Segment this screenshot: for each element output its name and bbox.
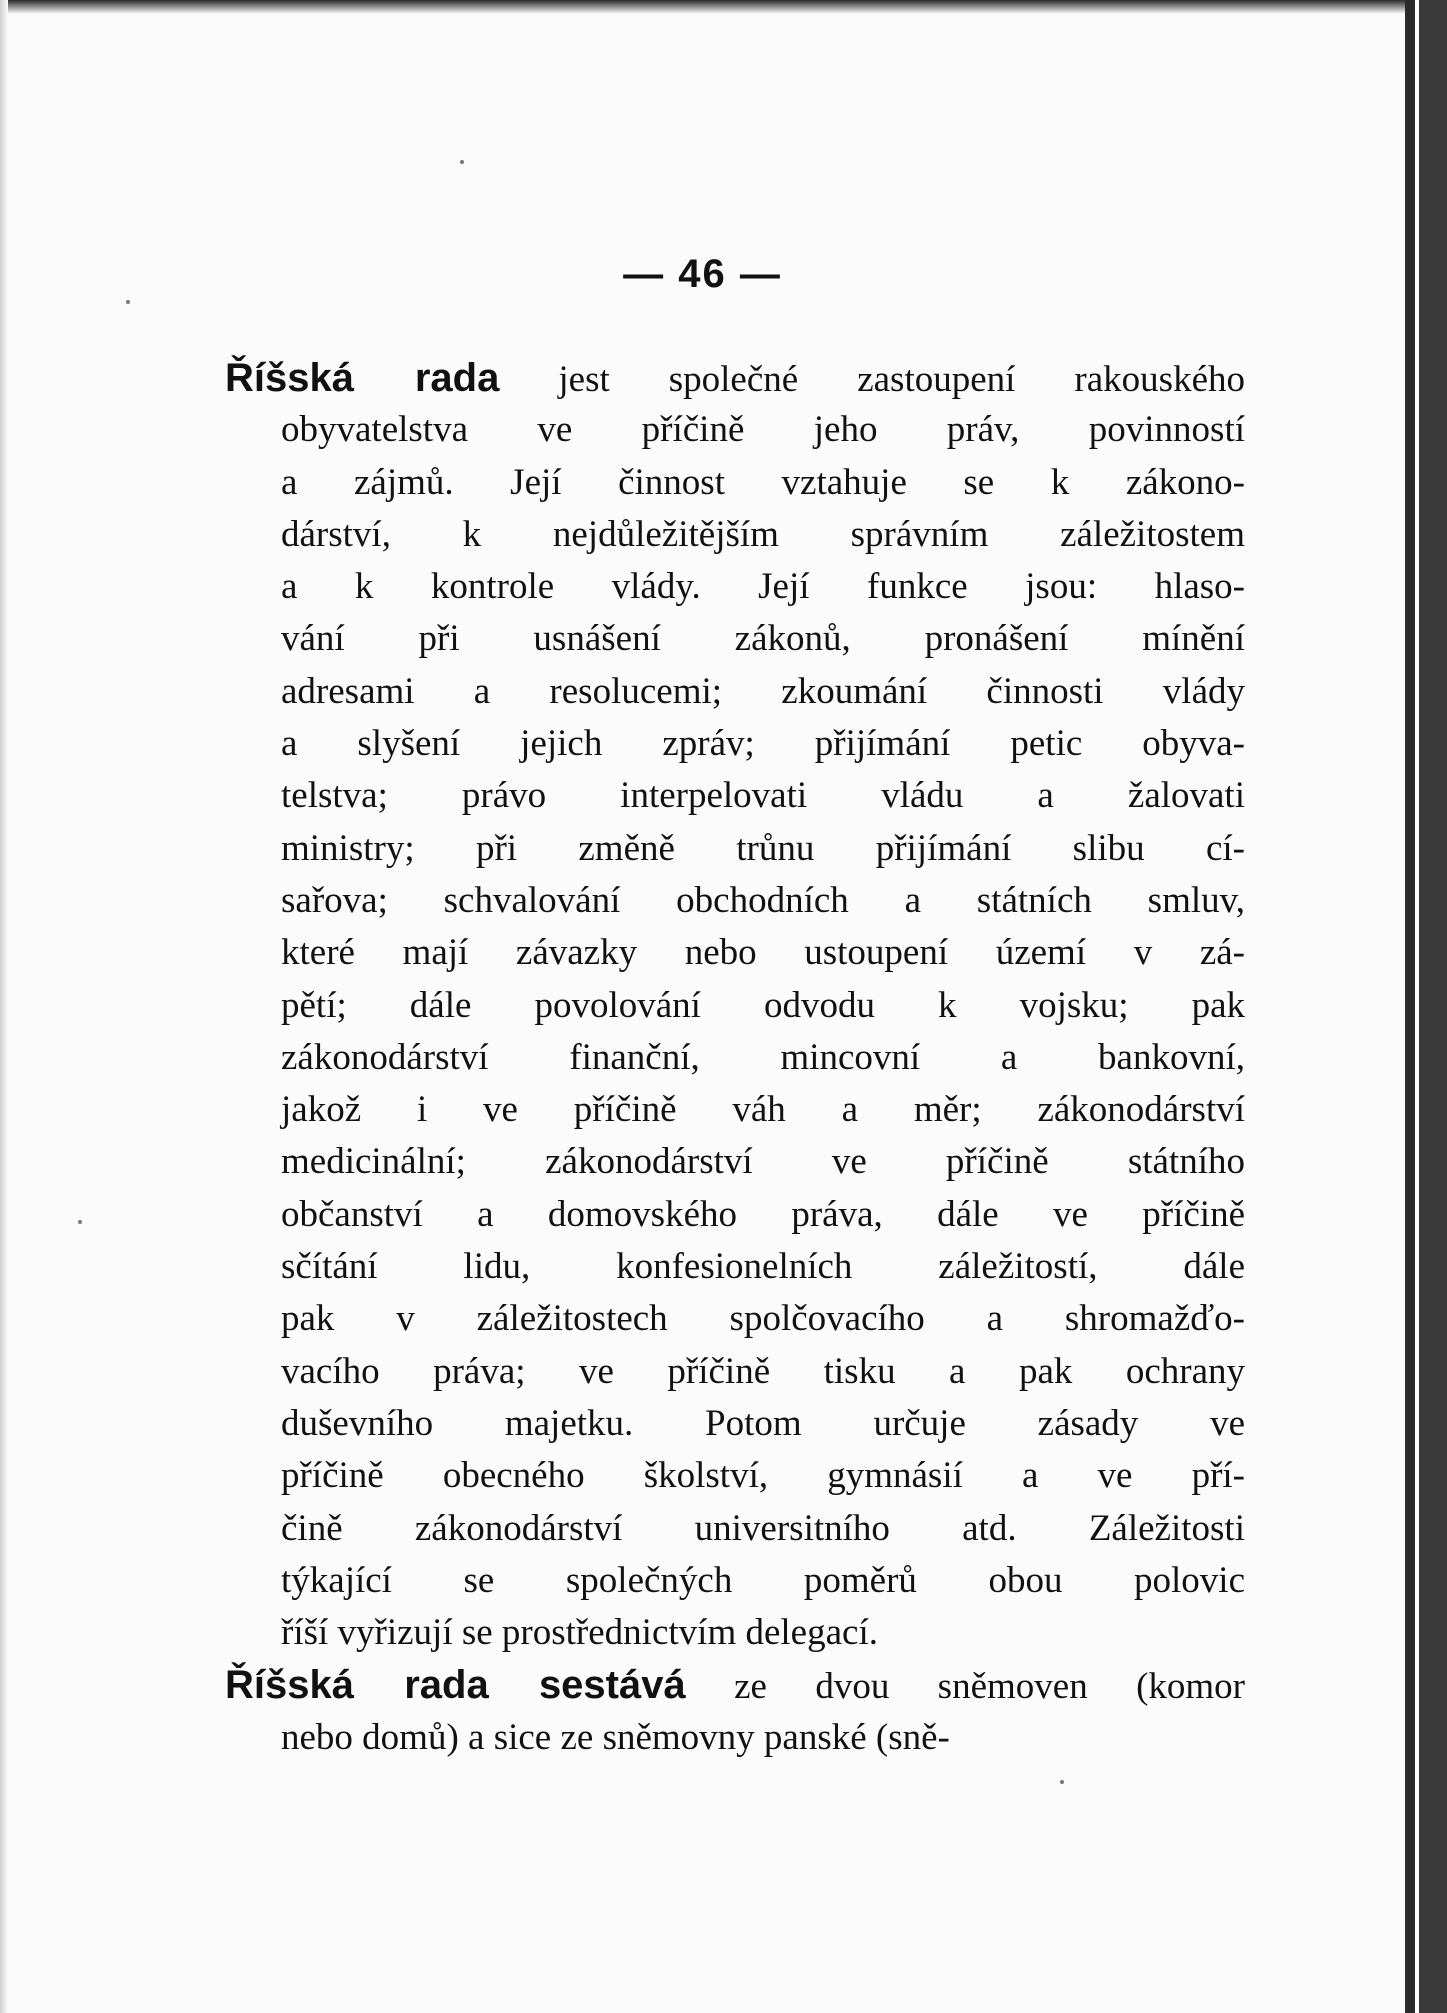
text-line: sařova; schvalování obchodních a státních smluv, xyxy=(281,879,1245,921)
text-line: nebo domů) a sice ze sněmovny panské (sně- xyxy=(281,1716,950,1758)
body-text xyxy=(225,352,1245,1764)
text-line: které mají závazky nebo ustoupení území v zá- xyxy=(281,932,1245,974)
line-text: jest společné zastoupení rakouského xyxy=(499,359,1246,400)
text-line: vacího práva; ve příčině tisku a pak ochrany xyxy=(281,1350,1245,1392)
text-line: občanství a domovského práva, dále ve příčině xyxy=(281,1193,1245,1235)
text-line: říší vyřizují se prostřednictvím delegací. xyxy=(281,1612,878,1654)
scan-shadow-left xyxy=(0,0,8,2013)
text-line: zákonodárství finanční, mincovní a bankovní, xyxy=(281,1036,1245,1078)
page-number: — 46 — xyxy=(623,252,782,296)
text-line: dárství, k nejdůležitějším správním záležitostem xyxy=(281,513,1245,555)
text-line: sčítání lidu, konfesionelních záležitostí, dále xyxy=(281,1246,1245,1288)
text-line: příčině obecného školství, gymnásií a ve pří- xyxy=(281,1455,1245,1497)
text-line: čině zákonodárství universitního atd. Záležitosti xyxy=(281,1507,1245,1549)
paragraph-lead: Říšská rada sestává xyxy=(225,1663,686,1708)
paper-speck xyxy=(126,300,130,304)
text-line: ministry; při změně trůnu přijímání slibu cí- xyxy=(281,827,1245,869)
text-line: medicinální; zákonodárství ve příčině státního xyxy=(281,1141,1245,1183)
text-line: pětí; dále povolování odvodu k vojsku; pak xyxy=(281,984,1245,1026)
text-line: a zájmů. Její činnost vztahuje se k zákono- xyxy=(281,461,1245,503)
text-line: jakož i ve příčině váh a měr; zákonodárství xyxy=(281,1089,1245,1131)
text-line: duševního majetku. Potom určuje zásady ve xyxy=(281,1402,1245,1444)
text-line xyxy=(225,352,1245,404)
scan-shadow-top xyxy=(0,0,1405,14)
text-line: telstva; právo interpelovati vládu a žalovati xyxy=(281,775,1245,817)
paper-speck xyxy=(460,160,464,164)
text-line: adresami a resolucemi; zkoumání činnosti vlády xyxy=(281,670,1245,712)
text-line xyxy=(225,1659,1245,1711)
paper-speck xyxy=(78,1220,82,1224)
paragraph-lead: Říšská rada xyxy=(225,356,500,400)
text-line: vání při usnášení zákonů, pronášení mínění xyxy=(281,618,1245,660)
text-line: a k kontrole vlády. Její funkce jsou: hlaso- xyxy=(281,566,1245,608)
text-line: pak v záležitostech spolčovacího a shromažďo- xyxy=(281,1298,1245,1340)
text-line: obyvatelstva ve příčině jeho práv, povinností xyxy=(281,409,1245,451)
text-line: a slyšení jejich zpráv; přijímání petic obyva- xyxy=(281,723,1245,765)
line-text: ze dvou sněmoven (komor xyxy=(685,1666,1245,1708)
text-line: týkající se společných poměrů obou polovic xyxy=(281,1559,1245,1601)
paper-speck xyxy=(1060,1780,1064,1784)
scan-shadow-right xyxy=(1405,0,1447,2013)
